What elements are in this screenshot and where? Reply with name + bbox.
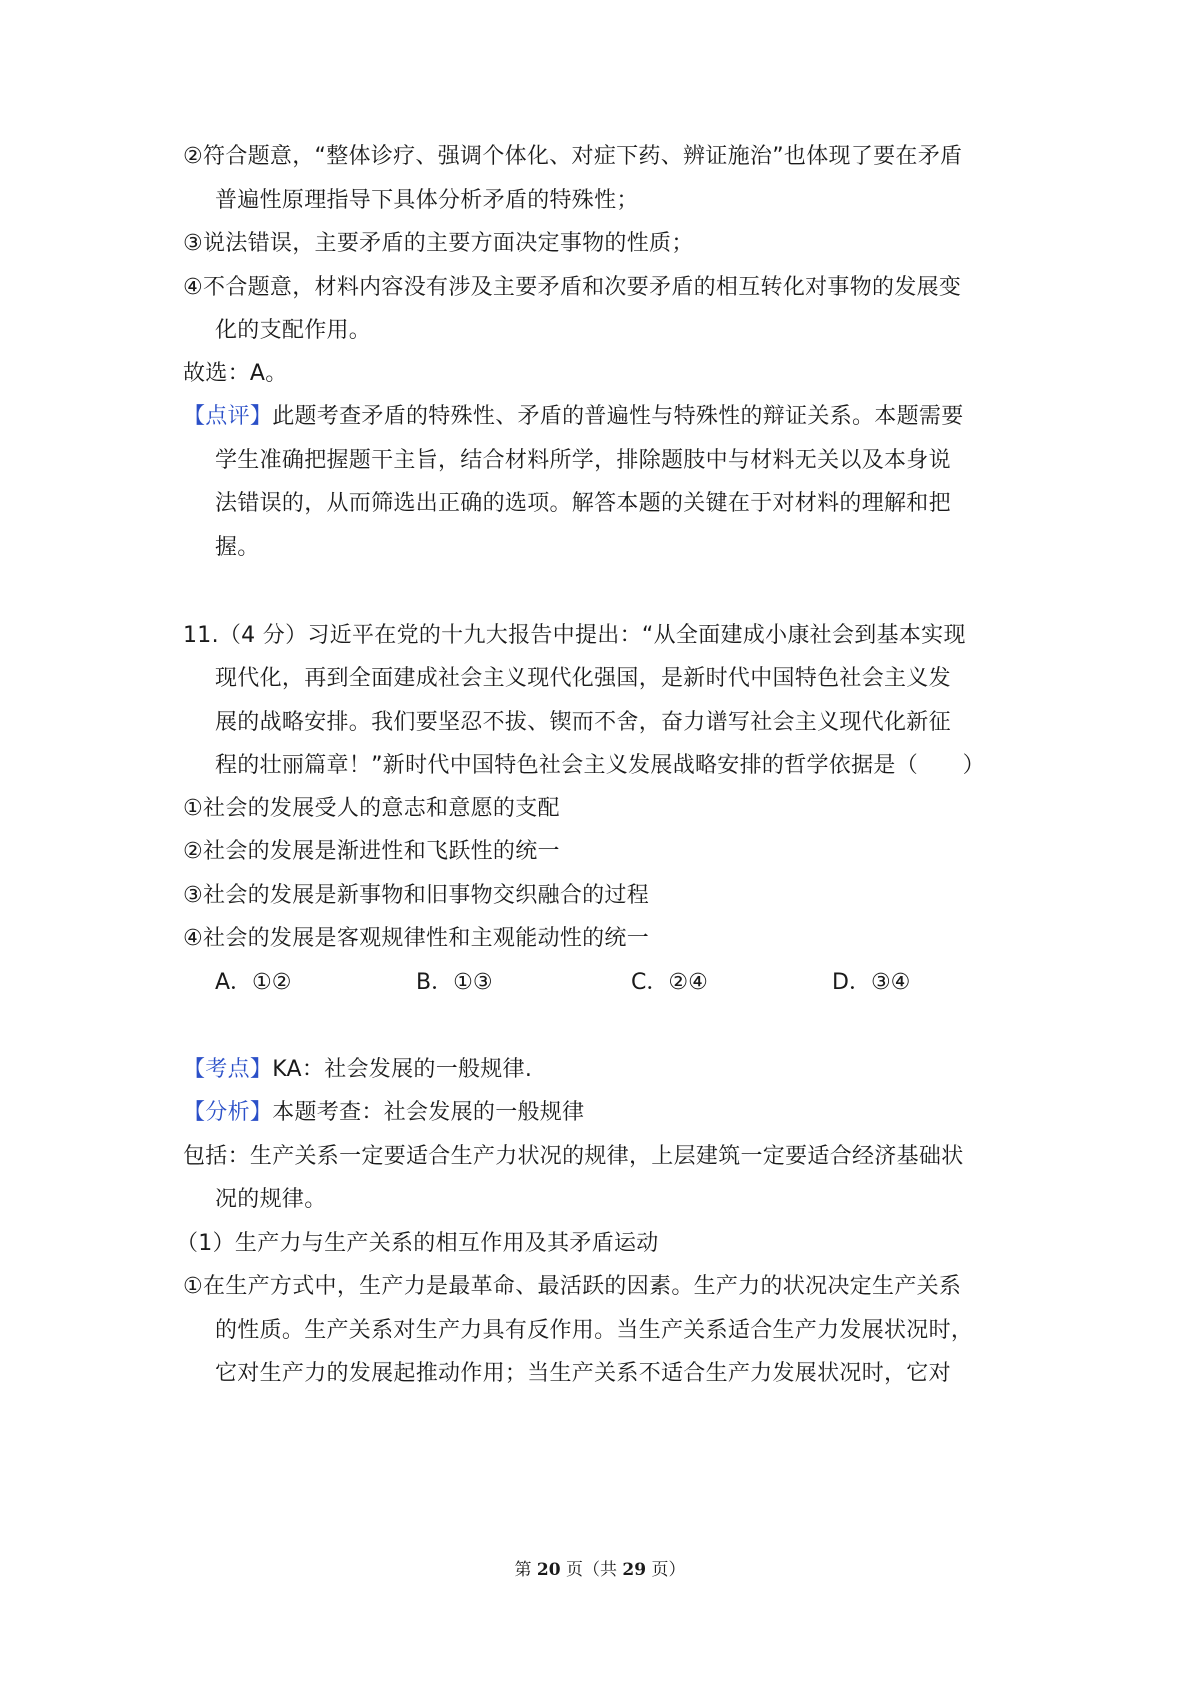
analysis-text: 本题考查：社会发展的一般规律 xyxy=(272,1100,585,1125)
comment-line1 xyxy=(183,402,964,432)
analysis-tag: 【分析】 xyxy=(183,1100,273,1125)
subpoint-1-line3: 它对生产力的发展起推动作用；当生产关系不适合生产力发展状况时，它对 xyxy=(215,1361,951,1386)
analysis-point-4-line1: ④不合题意，材料内容没有涉及主要矛盾和次要矛盾的相互转化对事物的发展变 xyxy=(183,275,962,300)
comment-line3: 法错误的，从而筛选出正确的选项。解答本题的关键在于对材料的理解和把 xyxy=(215,491,951,516)
analysis-line xyxy=(183,1098,584,1128)
option-b: B．①③ xyxy=(416,970,493,995)
statement-item: ①社会的发展受人的意志和意愿的支配 xyxy=(183,796,560,821)
subpoint-1-line1: ①在生产方式中，生产力是最革命、最活跃的因素。生产力的状况决定生产关系 xyxy=(183,1274,962,1299)
footer-page-number: 20 xyxy=(536,1560,561,1580)
statement-item: ②社会的发展是渐进性和飞跃性的统一 xyxy=(183,839,560,864)
subheading-1: （1）生产力与生产关系的相互作用及其矛盾运动 xyxy=(176,1231,659,1256)
question-11-stem-line3: 展的战略安排。我们要坚忍不拔、锲而不舍，奋力谱写社会主义现代化新征 xyxy=(215,710,951,735)
analysis-point-4-line2: 化的支配作用。 xyxy=(215,318,372,343)
includes-line1: 包括：生产关系一定要适合生产力状况的规律，上层建筑一定要适合经济基础状 xyxy=(183,1144,964,1169)
analysis-point-3: ③说法错误，主要矛盾的主要方面决定事物的性质； xyxy=(183,231,694,256)
comment-tag: 【点评】 xyxy=(183,404,273,429)
knowledge-point-line xyxy=(183,1055,532,1085)
page-footer xyxy=(0,1555,1200,1580)
question-11-stem-line2: 现代化，再到全面建成社会主义现代化强国，是新时代中国特色社会主义发 xyxy=(215,666,951,691)
question-11-stem-line1: 11.（4 分）习近平在党的十九大报告中提出：“从全面建成小康社会到基本实现 xyxy=(183,623,966,648)
subpoint-1-line2: 的性质。生产关系对生产力具有反作用。当生产关系适合生产力发展状况时， xyxy=(215,1318,974,1343)
comment-line2: 学生准确把握题干主旨，结合材料所学，排除题肢中与材料无关以及本身说 xyxy=(215,448,951,473)
knowledge-point-tag: 【考点】 xyxy=(183,1057,273,1082)
option-c: C．②④ xyxy=(631,970,708,995)
footer-suffix: 页） xyxy=(646,1560,686,1580)
option-a: A．①② xyxy=(215,970,292,995)
comment-text: 此题考查矛盾的特殊性、矛盾的普遍性与特殊性的辩证关系。本题需要 xyxy=(272,404,964,429)
footer-prefix: 第 xyxy=(514,1560,537,1580)
comment-line4: 握。 xyxy=(215,535,260,560)
analysis-point-2-line1: ②符合题意，“整体诊疗、强调个体化、对症下药、辨证施治”也体现了要在矛盾 xyxy=(183,144,963,169)
footer-middle: 页（共 xyxy=(560,1560,623,1580)
question-11-stem-line4: 程的壮丽篇章！”新时代中国特色社会主义发展战略安排的哲学依据是（ ） xyxy=(215,753,985,778)
analysis-point-2-line2: 普遍性原理指导下具体分析矛盾的特殊性； xyxy=(215,188,639,213)
knowledge-point-text: KA：社会发展的一般规律. xyxy=(272,1057,533,1082)
statement-item: ③社会的发展是新事物和旧事物交织融合的过程 xyxy=(183,883,650,908)
option-d: D．③④ xyxy=(832,970,911,995)
includes-line2: 况的规律。 xyxy=(215,1187,327,1212)
answer-line: 故选：A。 xyxy=(183,361,288,386)
footer-total-pages: 29 xyxy=(622,1560,647,1580)
statement-item: ④社会的发展是客观规律性和主观能动性的统一 xyxy=(183,926,650,951)
